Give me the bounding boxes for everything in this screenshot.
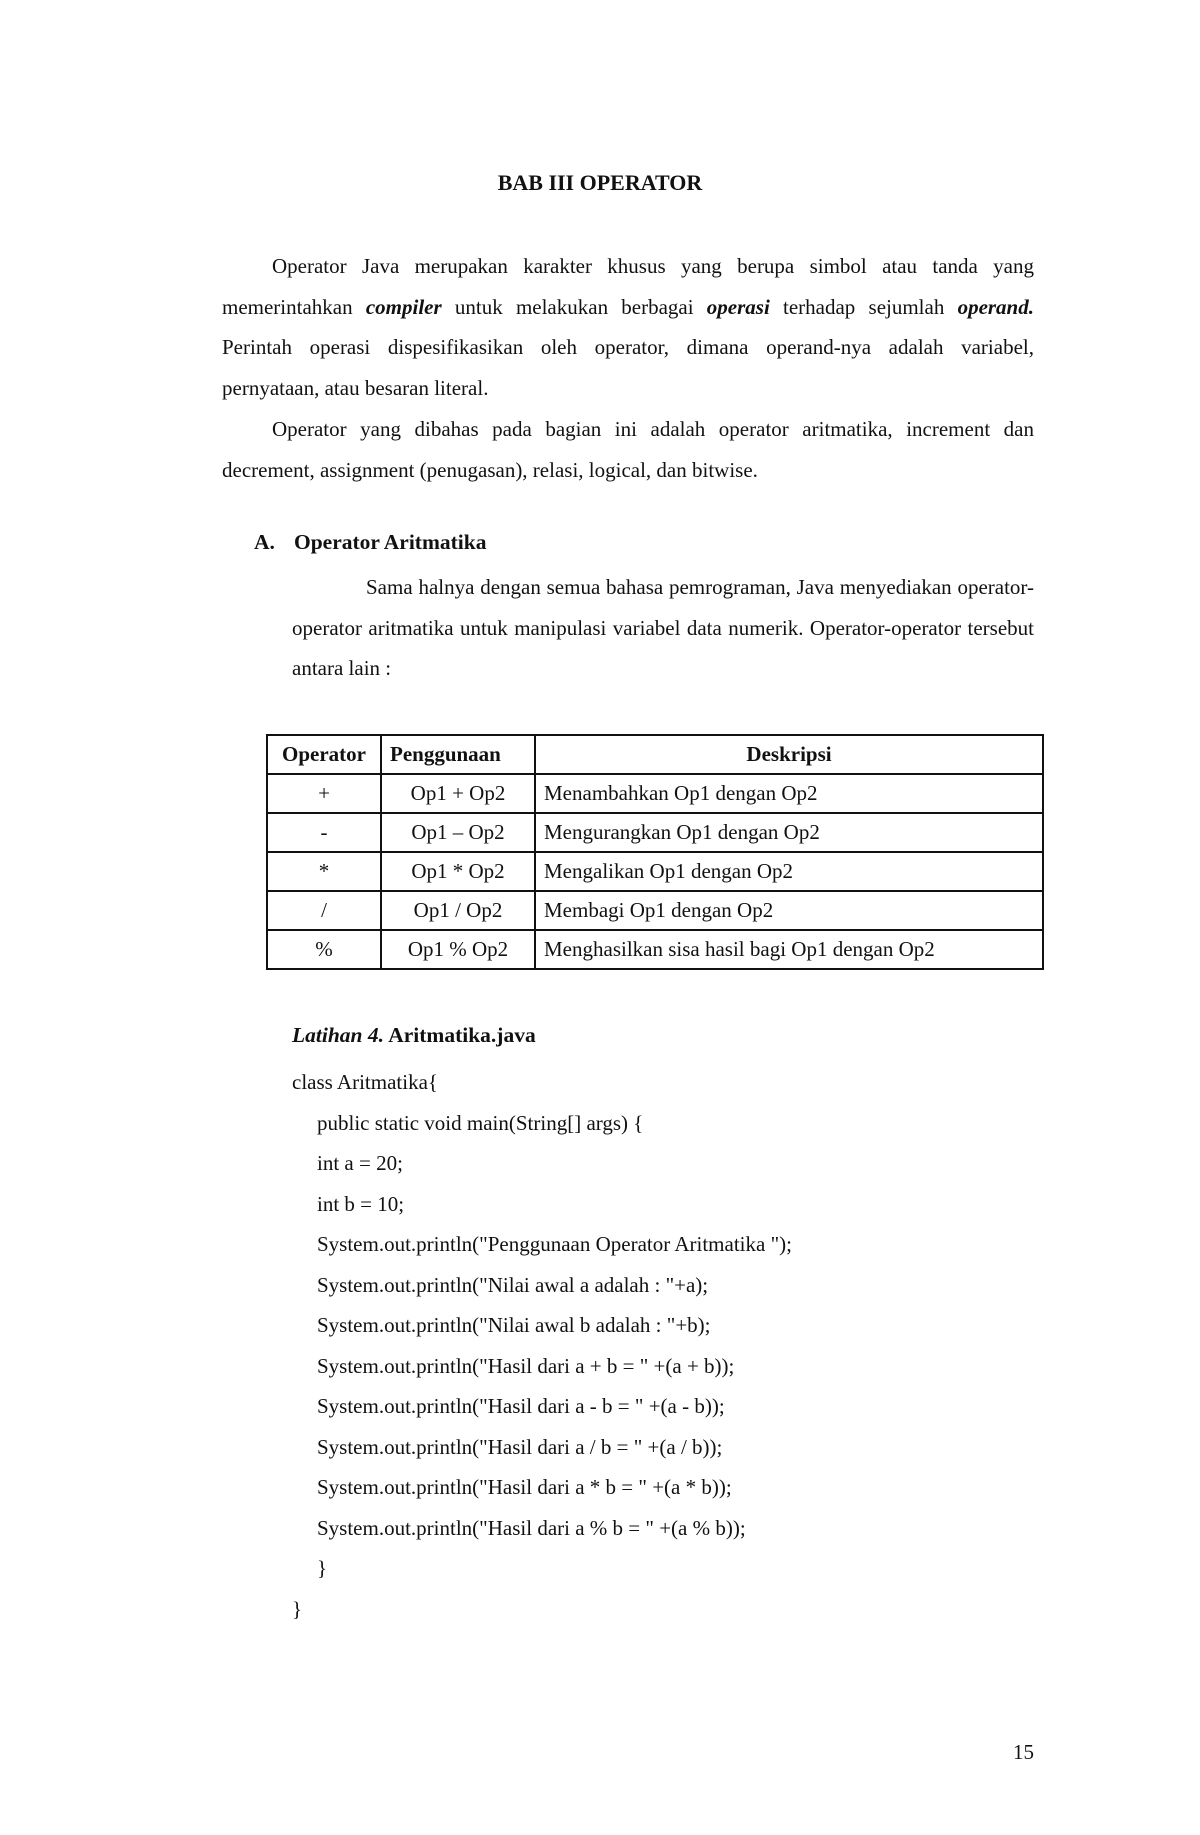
intro-paragraph-2 <box>222 409 1034 490</box>
table-row <box>267 813 1043 852</box>
cell-penggunaan: Op1 * Op2 <box>381 852 535 891</box>
cell-deskripsi: Membagi Op1 dengan Op2 <box>535 891 1043 930</box>
cell-penggunaan: Op1 + Op2 <box>381 774 535 813</box>
cell-penggunaan: Op1 / Op2 <box>381 891 535 930</box>
code-line: System.out.println("Hasil dari a - b = " +(a - b)); <box>317 1394 725 1418</box>
table-row <box>267 930 1043 969</box>
section-letter: A. <box>254 530 275 554</box>
cell-operator: + <box>267 774 381 813</box>
code-line: public static void main(String[] args) { <box>317 1110 644 1135</box>
code-line: int b = 10; <box>317 1191 405 1216</box>
code-line: System.out.println("Hasil dari a % b = " +(a % b)); <box>317 1515 746 1540</box>
code-line: System.out.println("Nilai awal a adalah : "+a); <box>317 1272 709 1297</box>
table-row <box>267 774 1043 813</box>
section-a-paragraph <box>292 567 1034 689</box>
code-line: } <box>292 1596 303 1621</box>
code-line: System.out.println("Hasil dari a * b = " +(a * b)); <box>317 1475 732 1499</box>
chapter-title: BAB III OPERATOR <box>497 170 703 195</box>
cell-penggunaan: Op1 – Op2 <box>381 813 535 852</box>
header-operator: Operator <box>267 735 381 774</box>
intro-text: Perintah operasi dispesifikasikan oleh operator, dimana operand-nya adalah variabel, pernyataan, atau besaran literal. <box>222 335 1034 400</box>
cell-operator: - <box>267 813 381 852</box>
header-deskripsi: Deskripsi <box>535 735 1043 774</box>
cell-deskripsi: Menghasilkan sisa hasil bagi Op1 dengan Op2 <box>535 930 1043 969</box>
table-row <box>267 891 1043 930</box>
intro-text: Operator Java merupakan karakter khusus yang berupa simbol atau tanda yang memerintahkan <box>222 254 1034 319</box>
term-operand: operand. <box>957 294 1034 319</box>
section-a-heading <box>254 530 486 555</box>
table-header-row <box>267 735 1043 774</box>
code-line: System.out.println("Hasil dari a + b = " +(a + b)); <box>317 1353 735 1378</box>
code-line: System.out.println("Hasil dari a / b = " +(a / b)); <box>317 1434 723 1459</box>
table-row <box>267 852 1043 891</box>
intro-text: Operator yang dibahas pada bagian ini adalah operator aritmatika, increment dan decrement, assignment (penugasan), relasi, logical, dan bitwise. <box>222 417 1034 482</box>
section-heading-text: Operator Aritmatika <box>294 530 487 554</box>
cell-penggunaan: Op1 % Op2 <box>381 930 535 969</box>
cell-deskripsi: Mengalikan Op1 dengan Op2 <box>535 852 1043 891</box>
code-line: System.out.println("Penggunaan Operator Aritmatika "); <box>317 1232 792 1256</box>
intro-paragraph-1 <box>222 246 1034 408</box>
code-listing <box>292 1062 792 1629</box>
code-line: int a = 20; <box>317 1151 403 1175</box>
intro-text: terhadap sejumlah <box>769 294 958 319</box>
term-operasi: operasi <box>706 294 770 319</box>
exercise-heading <box>292 1023 536 1048</box>
exercise-filename: Aritmatika.java <box>388 1023 536 1047</box>
cell-operator: % <box>267 930 381 969</box>
page-number: 15 <box>1013 1740 1034 1764</box>
operator-table <box>266 734 1044 970</box>
code-line: class Aritmatika{ <box>292 1070 438 1094</box>
code-line: } <box>317 1556 328 1580</box>
intro-text: untuk melakukan berbagai <box>441 294 707 319</box>
header-penggunaan: Penggunaan <box>381 735 535 774</box>
code-line: System.out.println("Nilai awal b adalah : "+b); <box>317 1313 711 1337</box>
cell-operator: / <box>267 891 381 930</box>
cell-deskripsi: Mengurangkan Op1 dengan Op2 <box>535 813 1043 852</box>
exercise-label: Latihan 4. <box>292 1023 384 1047</box>
section-a-text: Sama halnya dengan semua bahasa pemrograman, Java menyediakan operator-operator aritmatika untuk manipulasi variabel data numerik. Operator-operator tersebut antara lain : <box>292 575 1034 680</box>
term-compiler: compiler <box>365 294 442 319</box>
cell-operator: * <box>267 852 381 891</box>
cell-deskripsi: Menambahkan Op1 dengan Op2 <box>535 774 1043 813</box>
